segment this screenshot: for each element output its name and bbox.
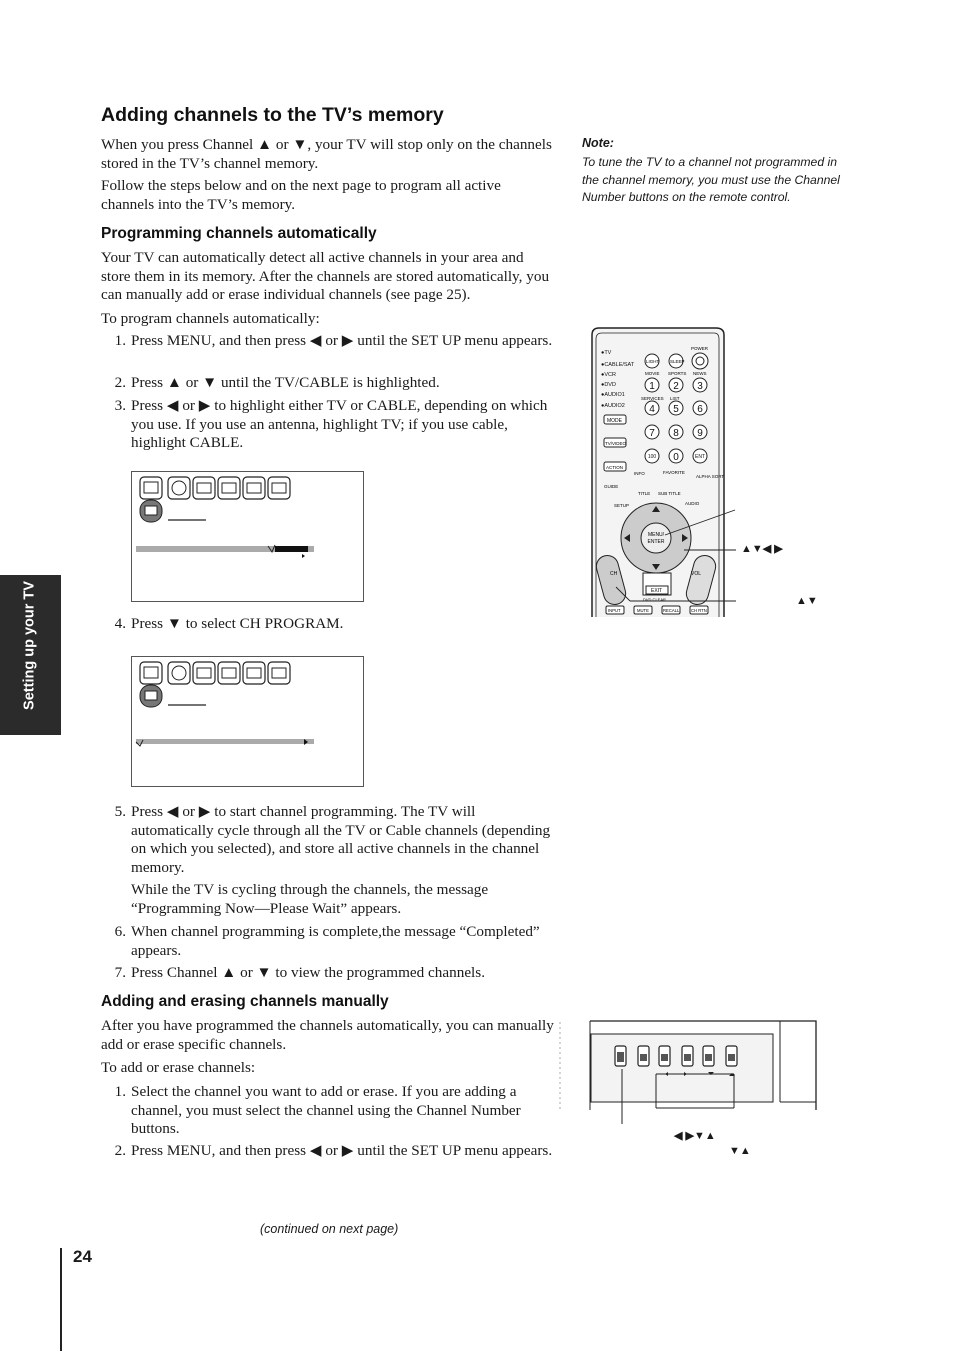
svg-text:SUB TITLE: SUB TITLE xyxy=(658,491,681,496)
auto-step-2: 2. Press ▲ or ▼ until the TV/CABLE is highlighted. xyxy=(114,374,440,391)
remote-control-illustration xyxy=(588,325,798,620)
svg-text:ALPHA SORT: ALPHA SORT xyxy=(696,474,725,479)
manual-body: After you have programmed the channels automatically, you can manually add or erase specific channels. xyxy=(101,1017,554,1053)
ch-program-menu-illustration xyxy=(132,657,363,786)
auto-step-4: 4. Press ▼ to select CH PROGRAM. xyxy=(114,615,344,632)
svg-text:TITLE: TITLE xyxy=(638,491,651,496)
callout-nav-arrows: ▲▼◀ ▶ xyxy=(741,543,783,555)
callout-panel-updown: ▼▲ xyxy=(729,1145,751,1157)
svg-text:INFO: INFO xyxy=(634,471,645,476)
mode-tv: ●TV xyxy=(601,350,612,356)
digit-2: 2 xyxy=(673,381,679,392)
manual-lead: To add or erase channels: xyxy=(101,1059,256,1076)
section-tab xyxy=(0,575,61,735)
auto-step-3: 3. Press ◀ or ▶ to highlight either TV or CABLE, depending on which you use. If you use an antenna, highlight TV; if you use cable, highlight CABLE. xyxy=(114,397,548,451)
menu-screen-tv-cable xyxy=(131,471,364,602)
digit-3: 3 xyxy=(697,381,703,392)
callout-ch-arrows: ▲▼ xyxy=(796,595,818,607)
svg-text:LIGHT: LIGHT xyxy=(646,359,660,364)
note-body: To tune the TV to a channel not programmed in the channel memory, you must use the Channel Number buttons on the remote control. xyxy=(582,155,840,204)
svg-text:SERVICES: SERVICES xyxy=(641,396,664,401)
digit-1: 1 xyxy=(649,381,655,392)
continued-note: (continued on next page) xyxy=(260,1222,399,1236)
auto-body: Your TV can automatically detect all active channels in your area and store them in its memory. After the channels are stored automatically, you can manually add or erase individual channels (see page 25). xyxy=(101,249,550,303)
action-label: ACTION xyxy=(606,465,624,470)
section-tab-label: Setting up your TV xyxy=(21,581,38,710)
svg-text:SLEEP: SLEEP xyxy=(670,359,685,364)
digit-7: 7 xyxy=(649,428,655,439)
intro-paragraph-1: When you press Channel ▲ or ▼, your TV will stop only on the channels stored in the TV’s channel memory. xyxy=(101,136,552,172)
section-heading-auto: Programming channels automatically xyxy=(101,225,377,242)
page-title: Adding channels to the TV’s memory xyxy=(101,104,444,126)
auto-step-7: 7. Press Channel ▲ or ▼ to view the programmed channels. xyxy=(114,964,485,981)
menu-enter-button-icon xyxy=(641,523,671,553)
auto-step-6: 6. When channel programming is complete,the message “Completed” appears. xyxy=(114,923,540,959)
mode-dvd: ●DVD xyxy=(601,382,616,388)
auto-lead: To program channels automatically: xyxy=(101,310,320,327)
svg-text:GUIDE: GUIDE xyxy=(604,484,619,489)
power-button-icon xyxy=(692,353,708,369)
intro-paragraph-2: Follow the steps below and on the next page to program all active channels into the TV’s memory. xyxy=(101,177,501,213)
ent-label: ENT xyxy=(695,454,705,460)
mode-vcr: ●VCR xyxy=(601,372,616,378)
note-title: Note: xyxy=(582,136,614,150)
svg-text:MOVIE: MOVIE xyxy=(645,371,660,376)
svg-text:SETUP: SETUP xyxy=(614,503,630,508)
digit-5: 5 xyxy=(673,404,679,415)
svg-text:SPORTS: SPORTS xyxy=(668,371,687,376)
svg-text:RECALL: RECALL xyxy=(663,608,680,613)
digit-100: 100 xyxy=(647,454,657,460)
exit-label: EXIT xyxy=(651,588,663,594)
digit-9: 9 xyxy=(697,428,703,439)
tvvideo-label: TV/VIDEO xyxy=(605,441,627,446)
manual-step-1: 1. Select the channel you want to add or erase. If you are adding a channel, you must select the channel using the Channel Number buttons. xyxy=(114,1083,521,1137)
svg-text:INPUT: INPUT xyxy=(608,608,621,613)
digit-0: 0 xyxy=(673,452,679,463)
svg-text:CH: CH xyxy=(610,571,618,577)
mode-cable: ●CABLE/SAT xyxy=(601,362,635,368)
svg-text:FAVORITE: FAVORITE xyxy=(663,470,685,475)
svg-text:MUTE: MUTE xyxy=(637,608,649,613)
svg-text:NEWS: NEWS xyxy=(693,371,707,376)
svg-text:CH RTN: CH RTN xyxy=(691,608,707,613)
digit-4: 4 xyxy=(649,404,655,415)
menu-screen-ch-program xyxy=(131,656,364,787)
auto-step-5: 5. Press ◀ or ▶ to start channel programming. The TV will automatically cycle through all the TV or Cable channels (depending on which you selected), and store all active channels in the channel memory. xyxy=(114,803,551,876)
svg-text:AUDIO: AUDIO xyxy=(685,501,700,506)
auto-step-1: 1. Press MENU, and then press ◀ or ▶ until the SET UP menu appears. xyxy=(114,332,553,349)
section-heading-manual: Adding and erasing channels manually xyxy=(101,993,389,1010)
manual-step-2: 2. Press MENU, and then press ◀ or ▶ until the SET UP menu appears. xyxy=(114,1142,553,1159)
mode-audio1: ●AUDIO1 xyxy=(601,392,625,398)
svg-text:LIST: LIST xyxy=(670,396,680,401)
svg-text:ENTER: ENTER xyxy=(647,539,665,545)
mode-button-label: MODE xyxy=(607,418,622,424)
tv-front-panel-illustration xyxy=(558,1020,828,1130)
auto-step-5-note: While the TV is cycling through the channels, the message “Programming Now—Please Wait” appears. xyxy=(131,881,489,917)
svg-text:MENU/: MENU/ xyxy=(647,532,665,538)
callout-panel-arrows: ◀ ▶▼▲ xyxy=(674,1130,716,1142)
mode-audio2: ●AUDIO2 xyxy=(601,403,625,409)
power-label: POWER xyxy=(691,346,709,351)
digit-8: 8 xyxy=(673,428,679,439)
digit-6: 6 xyxy=(697,404,703,415)
page-number: 24 xyxy=(73,1247,92,1266)
setup-menu-illustration xyxy=(132,472,363,601)
dvd-clear-label: DVD CLEAR xyxy=(643,597,666,602)
svg-text:VOL: VOL xyxy=(691,571,702,577)
page-margin-rule xyxy=(60,1248,62,1351)
